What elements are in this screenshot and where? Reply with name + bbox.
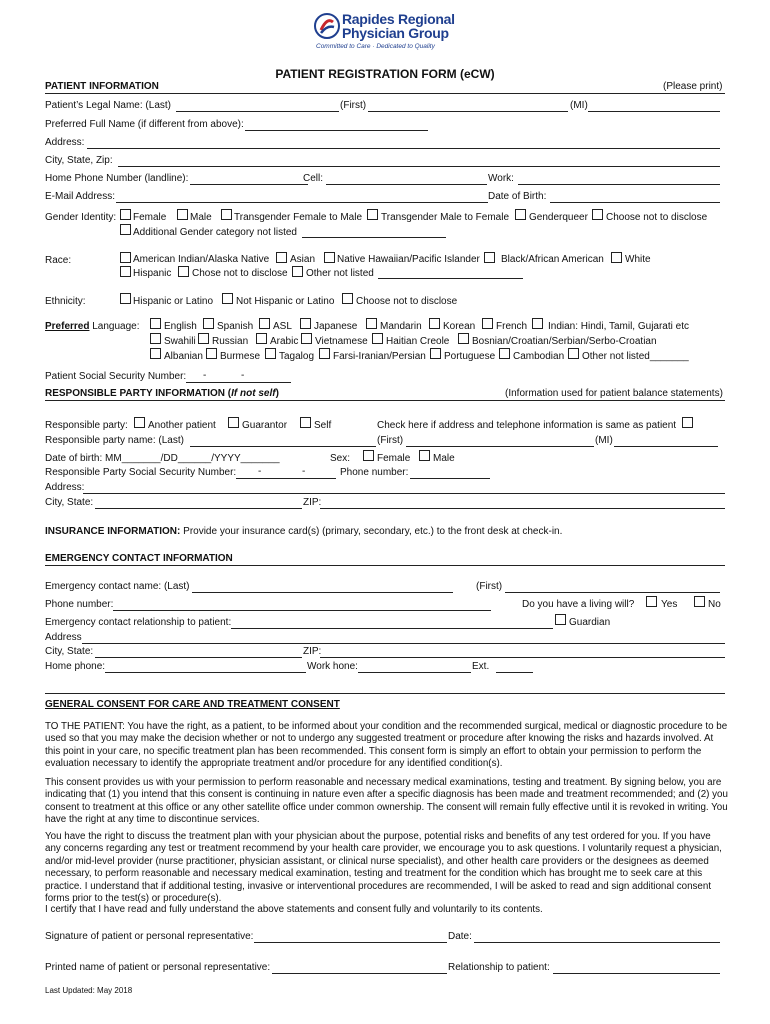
ec-first-name-field[interactable]	[505, 592, 720, 593]
ethnicity-option: Choose not to disclose	[356, 296, 458, 307]
gender-additional-checkbox[interactable]	[120, 224, 131, 235]
consent-p3: You have the right to discuss the treatment plan with your physician about the purpose, potential risks and benefits of any test ordered for you. If you have any concerns regarding any test or treatment recommend by your health care provider, we encourage you to ask questions. I voluntarily request a physician, and/or mid-level provider (nurse practitioner, physician assistant, or clinical nurse specialist), and other health care providers or the designees as deemed necessary, to perform reasonable and necessary medical examination, testing and treatment for the condition which has brought me to seek care at this practice. I understand that if additional testing, invasive or interventional procedures are recommended, I will be asked to read and sign additional consent forms prior to the test(s) or procedure(s).	[45, 831, 722, 905]
gender-male-checkbox[interactable]	[177, 209, 188, 220]
language-checkbox[interactable]	[458, 333, 469, 344]
language-option: Japanese	[314, 321, 358, 332]
same-as-patient-checkbox[interactable]	[682, 417, 693, 428]
rp-last-name-field[interactable]	[190, 446, 376, 447]
logo-mark-icon	[314, 13, 340, 39]
responsible-title-italic: If not self	[231, 388, 276, 399]
logo-line2: Physician Group	[342, 25, 449, 41]
race-label: Race:	[45, 255, 72, 266]
patient-section-title: PATIENT INFORMATION	[45, 81, 159, 92]
ethnicity-checkbox[interactable]	[342, 293, 353, 304]
language-checkbox[interactable]	[430, 348, 441, 359]
gender-trans-male-checkbox[interactable]	[367, 209, 378, 220]
rp-mi-field[interactable]	[614, 446, 718, 447]
race-other-field[interactable]	[378, 278, 523, 279]
email-label: E-Mail Address:	[45, 191, 116, 202]
gender-trans-female-checkbox[interactable]	[221, 209, 232, 220]
responsible-title-text: RESPONSIBLE PARTY INFORMATION (	[45, 388, 232, 399]
another-patient-checkbox[interactable]	[134, 417, 145, 428]
ec-city-state-label: City, State:	[45, 646, 94, 657]
cell-label: Cell:	[303, 173, 324, 184]
living-will-yes-label: Yes	[661, 599, 678, 610]
gender-genderqueer-checkbox[interactable]	[515, 209, 526, 220]
language-checkbox[interactable]	[265, 348, 276, 359]
ethnicity-option: Hispanic or Latino	[133, 296, 214, 307]
language-option: Spanish	[217, 321, 254, 332]
insurance-text: Provide your insurance card(s) (primary, secondary, etc.) to the front desk at check-in.	[180, 526, 563, 537]
rp-phone-field[interactable]	[410, 478, 490, 479]
language-checkbox[interactable]	[206, 348, 217, 359]
gender-option: Male	[190, 212, 212, 223]
rp-sex-option: Male	[433, 453, 455, 464]
ec-relationship-label: Emergency contact relationship to patient:	[45, 617, 232, 628]
language-checkbox[interactable]	[256, 333, 267, 344]
race-checkbox[interactable]	[324, 252, 335, 263]
same-as-patient-label: Check here if address and telephone information is same as patient	[377, 420, 677, 431]
ethnicity-option: Not Hispanic or Latino	[236, 296, 335, 307]
language-option: Vietnamese	[315, 336, 368, 347]
language-option: Haitian Creole	[386, 336, 450, 347]
section-divider	[45, 565, 725, 566]
language-option: Russian	[212, 336, 249, 347]
ec-city-state-field[interactable]	[95, 657, 302, 658]
consent-section-title: GENERAL CONSENT FOR CARE AND TREATMENT CONSENT	[45, 699, 340, 710]
language-option: Swahili	[164, 336, 196, 347]
gender-option: Transgender Male to Female	[381, 212, 510, 223]
race-option: Asian	[290, 254, 316, 265]
relationship-label: Relationship to patient:	[448, 962, 550, 973]
consent-paragraph-1	[45, 721, 728, 771]
language-checkbox[interactable]	[301, 333, 312, 344]
city-state-zip-field[interactable]	[118, 166, 720, 167]
ethnicity-label: Ethnicity:	[45, 296, 86, 307]
ec-address-label: Address	[45, 632, 82, 643]
party-option: Self	[314, 420, 332, 431]
rp-first-name-field[interactable]	[406, 446, 594, 447]
language-checkbox[interactable]	[150, 333, 161, 344]
ec-phone-field[interactable]	[113, 610, 491, 611]
race-option: American Indian/Alaska Native	[133, 254, 270, 265]
ec-zip-label: ZIP:	[303, 646, 322, 657]
legal-name-label: Patient’s Legal Name: (Last)	[45, 100, 171, 111]
rp-ssn-label: Responsible Party Social Security Number:	[45, 467, 237, 478]
language-checkbox[interactable]	[482, 318, 493, 329]
gender-option: Choose not to disclose	[606, 212, 708, 223]
responsible-section-title	[45, 388, 279, 400]
gender-option: Female	[133, 212, 167, 223]
work-label: Work:	[488, 173, 514, 184]
ec-phone-label: Phone number:	[45, 599, 114, 610]
race-option: White	[625, 254, 651, 265]
ec-address-field[interactable]	[82, 643, 725, 644]
party-option: Another patient	[148, 420, 216, 431]
rp-female-checkbox[interactable]	[363, 450, 374, 461]
race-checkbox[interactable]	[120, 252, 131, 263]
language-option: Albanian	[164, 351, 203, 362]
rp-ssn-dash: -	[258, 466, 262, 477]
race-checkbox[interactable]	[484, 252, 495, 263]
language-option: Mandarin	[380, 321, 422, 332]
consent-paragraph-3	[45, 831, 728, 905]
rp-sex-option: Female	[377, 453, 411, 464]
guardian-checkbox[interactable]	[555, 614, 566, 625]
cell-field[interactable]	[326, 184, 487, 185]
race-option: Hispanic	[133, 268, 172, 279]
language-option: Indian: Hindi, Tamil, Gujarati etc	[548, 321, 689, 332]
responsible-note: (Information used for patient balance statements)	[505, 388, 723, 399]
ec-ext-field[interactable]	[496, 672, 533, 673]
gender-additional-label: Additional Gender category not listed	[133, 227, 297, 238]
relationship-field[interactable]	[553, 973, 720, 974]
gender-female-checkbox[interactable]	[120, 209, 131, 220]
consent-p2: This consent provides us with your permission to perform reasonable and necessary medical examinations, testing and treatment. By signing below, you are indicating that (1) you intend that this consent is continuing in nature even after a specific diagnosis has been made and treatment recommended; and (2) you consent to treatment at this office or any other satellite office under common ownership. The consent will remain fully effective until it is revoked in writing. You have the right at any time to discontinue services.	[45, 777, 728, 826]
guardian-label: Guardian	[569, 617, 611, 628]
consent-p4: I certify that I have read and fully understand the above statements and consent fully and voluntarily to its contents.	[45, 904, 543, 915]
ethnicity-checkbox[interactable]	[222, 293, 233, 304]
first-name-label: (First)	[340, 100, 367, 111]
guarantor-checkbox[interactable]	[228, 417, 239, 428]
work-field[interactable]	[518, 184, 720, 185]
responsible-party-label: Responsible party:	[45, 420, 128, 431]
form-title: PATIENT REGISTRATION FORM (eCW)	[275, 67, 495, 81]
language-checkbox[interactable]	[150, 318, 161, 329]
language-label	[45, 321, 140, 333]
logo	[312, 11, 472, 55]
dob-label: Date of Birth:	[488, 191, 547, 202]
consent-p1: TO THE PATIENT: You have the right, as a patient, to be informed about your condition and the recommended surgical, medical or diagnostic procedure to be used so that you may make the decision whether or not to undergo any suggested treatment or procedure after knowing the risks and hazards involved. At this point in your care, no specific treatment plan has been recommended. This consent form is simply an effort to obtain your permission to perform the evaluation necessary to identify the appropriate treatment and/or procedure for any identified condition(s).	[45, 721, 728, 770]
language-checkbox[interactable]	[429, 318, 440, 329]
language-checkbox[interactable]	[532, 318, 543, 329]
language-checkbox[interactable]	[499, 348, 510, 359]
party-option: Guarantor	[242, 420, 288, 431]
language-option: Bosnian/Croatian/Serbian/Serbo-Croatian	[472, 336, 657, 347]
preferred-name-field[interactable]	[245, 130, 428, 131]
section-divider	[45, 400, 725, 401]
rp-first-label: (First)	[377, 435, 404, 446]
address-label: Address:	[45, 137, 85, 148]
please-print-note: (Please print)	[663, 81, 723, 92]
living-will-no-label: No	[708, 599, 721, 610]
rp-city-state-label: City, State:	[45, 497, 94, 508]
gender-option: Genderqueer	[529, 212, 588, 223]
ec-home-phone-field[interactable]	[105, 672, 306, 673]
logo-line1: Rapides Regional	[342, 11, 455, 27]
language-checkbox[interactable]	[300, 318, 311, 329]
ethnicity-checkbox[interactable]	[120, 293, 131, 304]
dob-field[interactable]	[550, 202, 720, 203]
ec-name-label: Emergency contact name: (Last)	[45, 581, 190, 592]
gender-additional-field[interactable]	[302, 237, 446, 238]
ec-home-phone-label: Home phone:	[45, 661, 106, 672]
last-updated: Last Updated: May 2018	[45, 986, 133, 995]
language-option: Farsi-Iranian/Persian	[333, 351, 426, 362]
language-checkbox[interactable]	[568, 348, 579, 359]
language-label-text: Language:	[89, 321, 140, 332]
race-checkbox[interactable]	[178, 266, 189, 277]
rp-mi-label: (MI)	[595, 435, 613, 446]
race-option: Black/African American	[501, 254, 604, 265]
signature-label: Signature of patient or personal representative:	[45, 931, 254, 942]
self-checkbox[interactable]	[300, 417, 311, 428]
insurance-label: INSURANCE INFORMATION:	[45, 526, 181, 537]
rp-city-state-field[interactable]	[95, 508, 302, 509]
section-divider	[45, 693, 725, 694]
language-option: Burmese	[220, 351, 261, 362]
rp-ssn-dash: -	[302, 466, 306, 477]
printed-name-label: Printed name of patient or personal representative:	[45, 962, 271, 973]
email-field[interactable]	[116, 202, 488, 203]
ssn-dash: -	[241, 370, 245, 381]
language-checkbox[interactable]	[203, 318, 214, 329]
ec-work-phone-label: Work hone:	[307, 661, 358, 672]
rp-address-label: Address:	[45, 482, 85, 493]
logo-tagline: Committed to Care · Dedicated to Quality	[316, 43, 435, 50]
insurance-info	[45, 526, 562, 538]
ssn-label: Patient Social Security Number:	[45, 371, 187, 382]
last-name-field[interactable]	[176, 111, 339, 112]
signature-field[interactable]	[254, 942, 447, 943]
rp-ssn-field[interactable]	[236, 478, 336, 479]
home-phone-label: Home Phone Number (landline):	[45, 173, 189, 184]
rp-phone-label: Phone number:	[340, 467, 409, 478]
ssn-dash: -	[203, 370, 207, 381]
language-checkbox[interactable]	[150, 348, 161, 359]
rp-zip-field[interactable]	[320, 508, 725, 509]
language-option: ASL	[273, 321, 292, 332]
emergency-section-title: EMERGENCY CONTACT INFORMATION	[45, 553, 233, 564]
language-label-preferred: Preferred	[45, 321, 90, 332]
gender-label: Gender Identity:	[45, 212, 117, 223]
gender-not-disclose-checkbox[interactable]	[592, 209, 603, 220]
language-option: Portuguese	[444, 351, 496, 362]
language-option: Tagalog	[279, 351, 315, 362]
consent-paragraph-4	[45, 904, 728, 916]
language-checkbox[interactable]	[198, 333, 209, 344]
race-checkbox[interactable]	[611, 252, 622, 263]
language-checkbox[interactable]	[319, 348, 330, 359]
living-will-no-checkbox[interactable]	[694, 596, 705, 607]
rp-sex-label: Sex:	[330, 453, 351, 464]
ec-ext-label: Ext.	[472, 661, 490, 672]
city-state-zip-label: City, State, Zip:	[45, 155, 113, 166]
race-checkbox[interactable]	[120, 266, 131, 277]
preferred-name-label: Preferred Full Name (if different from above):	[45, 119, 244, 130]
responsible-title-close: )	[275, 388, 279, 399]
first-name-field[interactable]	[368, 111, 568, 112]
race-checkbox[interactable]	[276, 252, 287, 263]
language-checkbox[interactable]	[372, 333, 383, 344]
mi-label: (MI)	[570, 100, 588, 111]
race-option: Other not listed	[306, 268, 374, 279]
race-checkbox[interactable]	[292, 266, 303, 277]
living-will-label: Do you have a living will?	[522, 599, 635, 610]
language-option: Cambodian	[513, 351, 565, 362]
language-option: English	[164, 321, 197, 332]
gender-option: Transgender Female to Male	[234, 212, 363, 223]
ec-work-phone-field[interactable]	[358, 672, 471, 673]
language-option: French	[496, 321, 528, 332]
consent-paragraph-2	[45, 777, 728, 827]
language-option: Korean	[443, 321, 476, 332]
mi-field[interactable]	[588, 111, 720, 112]
section-divider	[45, 93, 725, 94]
language-option: Arabic	[270, 336, 299, 347]
rp-name-label: Responsible party name: (Last)	[45, 435, 184, 446]
ec-zip-field[interactable]	[320, 657, 725, 658]
race-option: Native Hawaiian/Pacific Islander	[337, 254, 480, 265]
address-field[interactable]	[87, 148, 720, 149]
ec-last-name-field[interactable]	[192, 592, 453, 593]
ssn-field[interactable]	[186, 382, 291, 383]
language-checkbox[interactable]	[366, 318, 377, 329]
language-option: Other not listed_______	[582, 351, 689, 362]
rp-zip-label: ZIP:	[303, 497, 322, 508]
printed-name-field[interactable]	[272, 973, 447, 974]
rp-dob: Date of birth: MM_______/DD______/YYYY_______	[45, 453, 280, 464]
signature-date-field[interactable]	[474, 942, 720, 943]
signature-date-label: Date:	[448, 931, 472, 942]
rp-male-checkbox[interactable]	[419, 450, 430, 461]
language-checkbox[interactable]	[259, 318, 270, 329]
race-option: Chose not to disclose	[192, 268, 288, 279]
living-will-yes-checkbox[interactable]	[646, 596, 657, 607]
home-phone-field[interactable]	[190, 184, 308, 185]
rp-address-field[interactable]	[83, 493, 725, 494]
ec-first-label: (First)	[476, 581, 503, 592]
ec-relationship-field[interactable]	[231, 628, 553, 629]
